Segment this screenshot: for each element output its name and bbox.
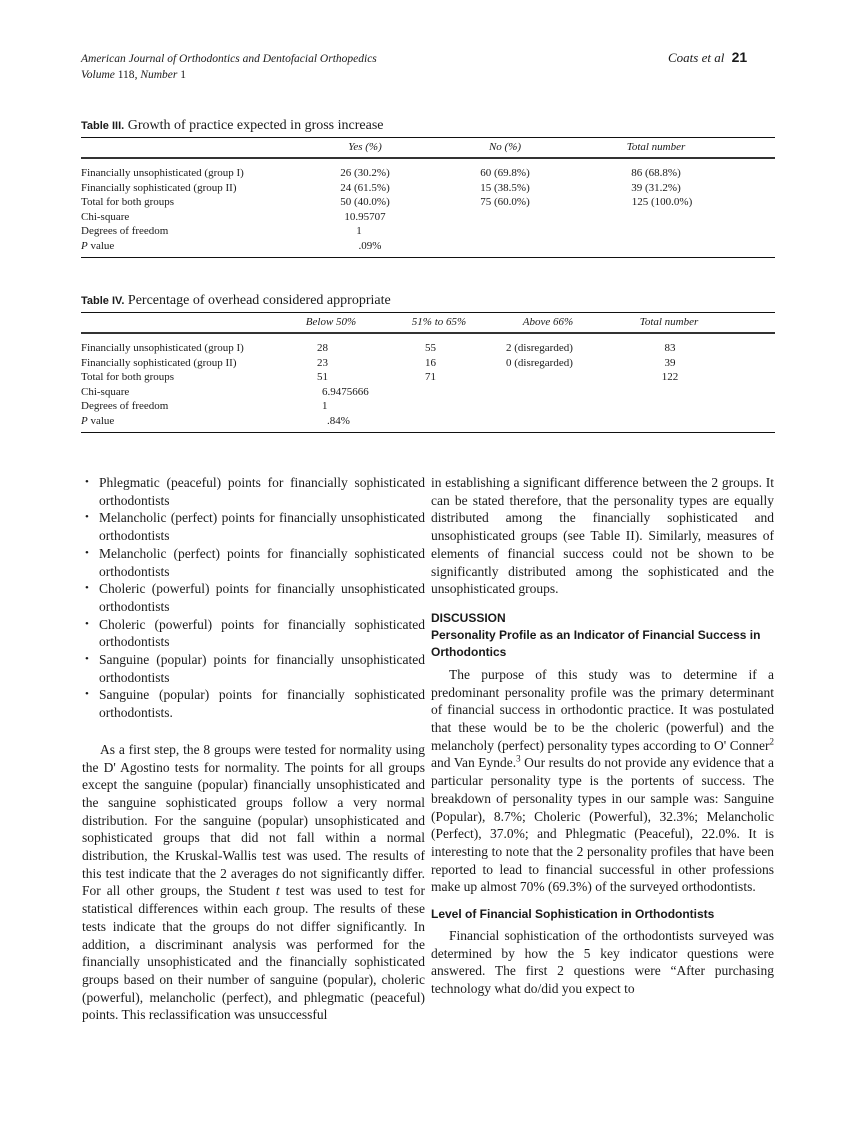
table-3-header: [81, 138, 775, 157]
running-head: [81, 51, 377, 83]
table-row: P value .84%: [81, 414, 350, 427]
author-running-head: Coats et al: [668, 50, 725, 65]
list-item: • Melancholic (perfect) points for financially unsophisticated orthodontists: [82, 509, 425, 544]
table-3-caption: [81, 117, 775, 135]
list-item: • Sanguine (popular) points for financially sophisticated orthodontists.: [82, 686, 425, 721]
reference-2: 2: [769, 736, 774, 747]
table-4-title: Percentage of overhead considered appropriate: [127, 293, 391, 308]
body-paragraph: Financial sophistication of the orthodontists surveyed was determined by how the 5 key indicator questions were answered. The first 2 questions were “After purchasing technology what do/did you expect to: [431, 928, 774, 997]
col-header-total: Total number: [626, 141, 686, 153]
table-row: Total for both groups 50 (40.0%) 75 (60.0%) 125 (100.0%): [81, 196, 693, 208]
section-heading-discussion: DISCUSSION: [431, 610, 506, 625]
table-4-caption: [81, 292, 775, 310]
col-header-below-50: Below 50%: [305, 316, 357, 328]
col-header-total: Total number: [639, 316, 699, 328]
list-item: • Sanguine (popular) points for financially unsophisticated orthodontists: [82, 651, 425, 686]
table-3: [81, 117, 775, 258]
right-column: [431, 474, 774, 998]
body-paragraph: The purpose of this study was to determine if a predominant personality profile was the primary determinant of financial success in orthodontic practice. It was postulated that these would be to be the choleric (powerful) and the melancholy (perfect) personality types according to O' Conner$^2$ and Van Eynde.$^3$ Our results do not provide any evidence that a particular personality type is the portents of success. The breakdown of personality types in our sample was: Sanguine (Popular), 8.7%; Choleric (Powerful), 32.3%; Melancholic (Perfect), 37.0%; and Phlegmatic (Peaceful), 22.0%. It is interesting to note that the 2 personality profiles that have been reported to lead to financial successful in other professions make up almost 70% (69.3%) of the surveyed orthodontists.: [431, 666, 774, 895]
list-item: • Melancholic (perfect) points for financially sophisticated orthodontists: [82, 545, 425, 580]
table-row: Financially sophisticated (group II) 24 (61.5%) 15 (38.5%) 39 (31.2%): [81, 181, 681, 194]
page-head-right: [668, 49, 747, 66]
col-header-above-66: Above 66%: [522, 316, 574, 328]
subheading-personality-profile: Personality Profile as an Indicator of Financial Success in Orthodontics: [431, 627, 761, 659]
body-paragraph: As a first step, the 8 groups were tested for normality using the D' Agostino tests for normality. The points for all groups except the sanguine (popular) financially unsophisticated and the sanguine sophisticated groups follow a very normal distribution. For the sanguine (popular) unsophisticated and sophisticated groups that did not fall within a normal distribution, the Kruskal-Wallis test was used. The results of this test indicate that the 2 averages do not significantly differ. For all other groups, the Student t test was used to test for statistical differences within each group. The results of these tests indicate that the groups do not differ significantly. In addition, a discriminant analysis was performed for the financially unsophisticated and the financially sophisticated groups based on their number of sanguine (popular), choleric (powerful), melancholic (perfect), and phlegmatic (peaceful) points. This reclassification was unsuccessful: [82, 741, 426, 1023]
table-row: Financially unsophisticated (group I) 26 (30.2%) 60 (69.8%) 86 (68.8%): [81, 167, 681, 179]
table-row: Financially unsophisticated (group I) 28 55 2 (disregarded) 83: [81, 342, 676, 354]
list-item: • Phlegmatic (peaceful) points for financially sophisticated orthodontists: [82, 474, 425, 509]
journal-title: American Journal of Orthodontics and Dentofacial Orthopedics: [81, 53, 377, 65]
table-row: Chi-square 10.95707: [81, 210, 386, 223]
list-item: • Choleric (powerful) points for financially unsophisticated orthodontists: [82, 580, 425, 615]
table-row: Chi-square 6.9475666: [81, 385, 369, 398]
col-header-yes: Yes (%): [348, 141, 382, 153]
table-row: P value .09%: [81, 239, 382, 252]
table-row: Total for both groups 51 71 122: [81, 371, 679, 383]
table-4: [81, 292, 775, 433]
table-row: Degrees of freedom 1: [81, 225, 362, 237]
reference-3: 3: [516, 753, 521, 764]
col-header-no: No (%): [488, 141, 522, 153]
page-number: 21: [731, 49, 748, 65]
table-3-title: Growth of practice expected in gross increase: [127, 118, 384, 133]
body-paragraph-continuation: in establishing a significant difference between the 2 groups. It can be stated therefore, that the personality types are equally distributed among the financially sophisticated and unsophisticated groups (see Table II). Similarly, measures of elements of financial success could not be shown to be significantly distributed among the sophisticated and the unsophisticated groups.: [431, 475, 774, 597]
table-3-label: Table III.: [81, 120, 125, 132]
table-row: Financially sophisticated (group II) 23 16 0 (disregarded) 39: [81, 356, 676, 369]
list-item: • Choleric (powerful) points for financially sophisticated orthodontists: [82, 616, 425, 651]
table-4-body: [81, 334, 775, 432]
table-4-header: [81, 313, 775, 332]
left-column: [82, 474, 425, 1024]
table-3-body: [81, 159, 775, 257]
col-header-51-65: 51% to 65%: [411, 316, 467, 328]
volume-number: Volume 118, Number 1: [81, 69, 186, 81]
table-row: Degrees of freedom 1: [81, 400, 328, 412]
bullet-list: [82, 474, 425, 722]
subheading-financial-sophistication: Level of Financial Sophistication in Orthodontists: [431, 907, 715, 922]
table-4-label: Table IV.: [81, 295, 125, 307]
